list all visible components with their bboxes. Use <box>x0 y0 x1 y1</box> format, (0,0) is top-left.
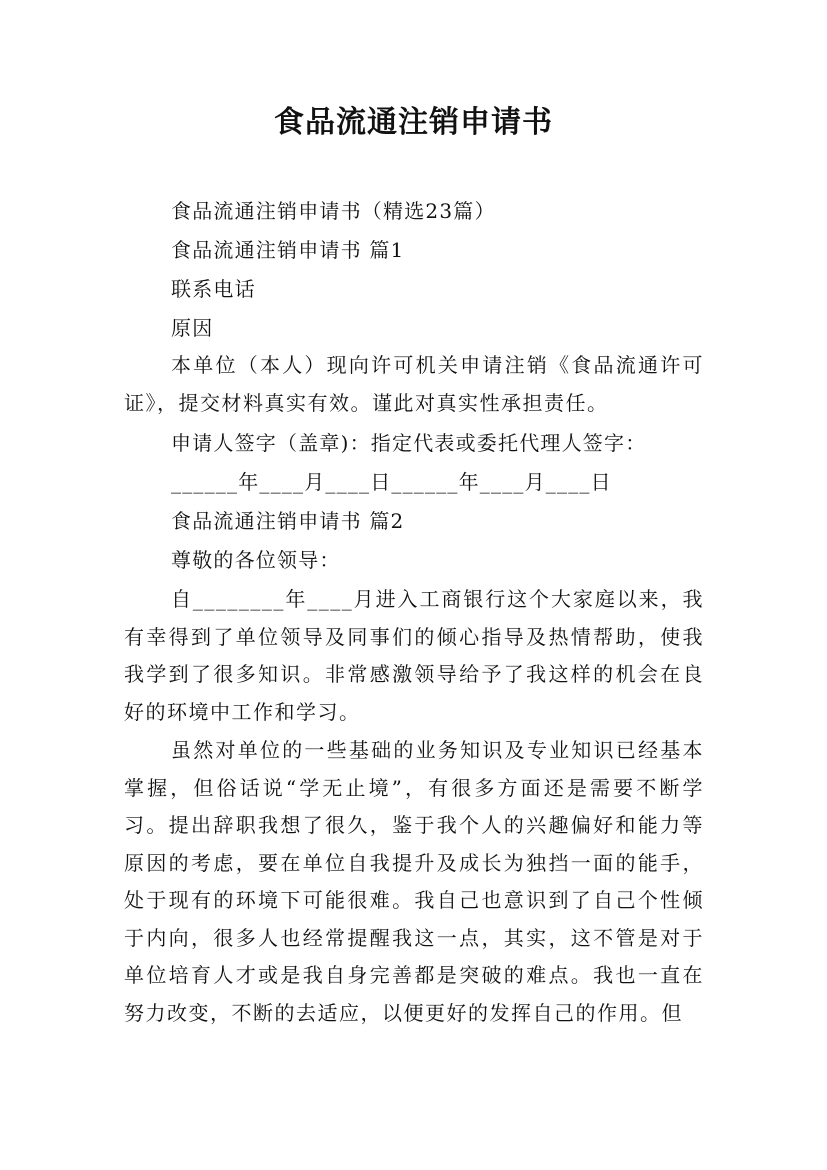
body-paragraph-2: 虽然对单位的一些基础的业务知识及专业知识已经基本掌握，但俗话说“学无止境”，有很多方面还是需要不断学习。提出辞职我想了很久，鉴于我个人的兴趣偏好和能力等原因的考虑，要在单位自我提升及成长为独挡一面的能手，处于现有的环境下可能很难。我自己也意识到了自己个性倾于内向，很多人也经常提醒我这一点，其实，这不管是对于单位培育人才或是我自身完善都是突破的难点。我也一直在努力改变，不断的去适应，以便更好的发挥自己的作用。但 <box>124 738 704 1025</box>
date-line: ______年____月____日______年____月____日 <box>171 470 612 494</box>
declaration-paragraph: 本单位（本人）现向许可机关申请注销《食品流通许可证》，提交材料真实有效。谨此对真实性承担责任。 <box>124 353 704 415</box>
document-title: 食品流通注销申请书 <box>274 105 553 140</box>
section-1-heading: 食品流通注销申请书 篇1 <box>171 238 405 262</box>
section-2-heading: 食品流通注销申请书 篇2 <box>171 509 405 533</box>
reason-label: 原因 <box>171 316 214 340</box>
body-paragraph-1: 自________年____月进入工商银行这个大家庭以来，我有幸得到了单位领导及同事们的倾心指导及热情帮助，使我我学到了很多知识。非常感激领导给予了我这样的机会在良好的环境中工作和学习。 <box>124 587 704 724</box>
greeting: 尊敬的各位领导： <box>171 548 341 572</box>
subtitle-line: 食品流通注销申请书（精选23篇） <box>171 199 496 223</box>
signature-line: 申请人签字（盖章)：指定代表或委托代理人签字： <box>171 431 647 455</box>
contact-phone-label: 联系电话 <box>171 277 256 301</box>
